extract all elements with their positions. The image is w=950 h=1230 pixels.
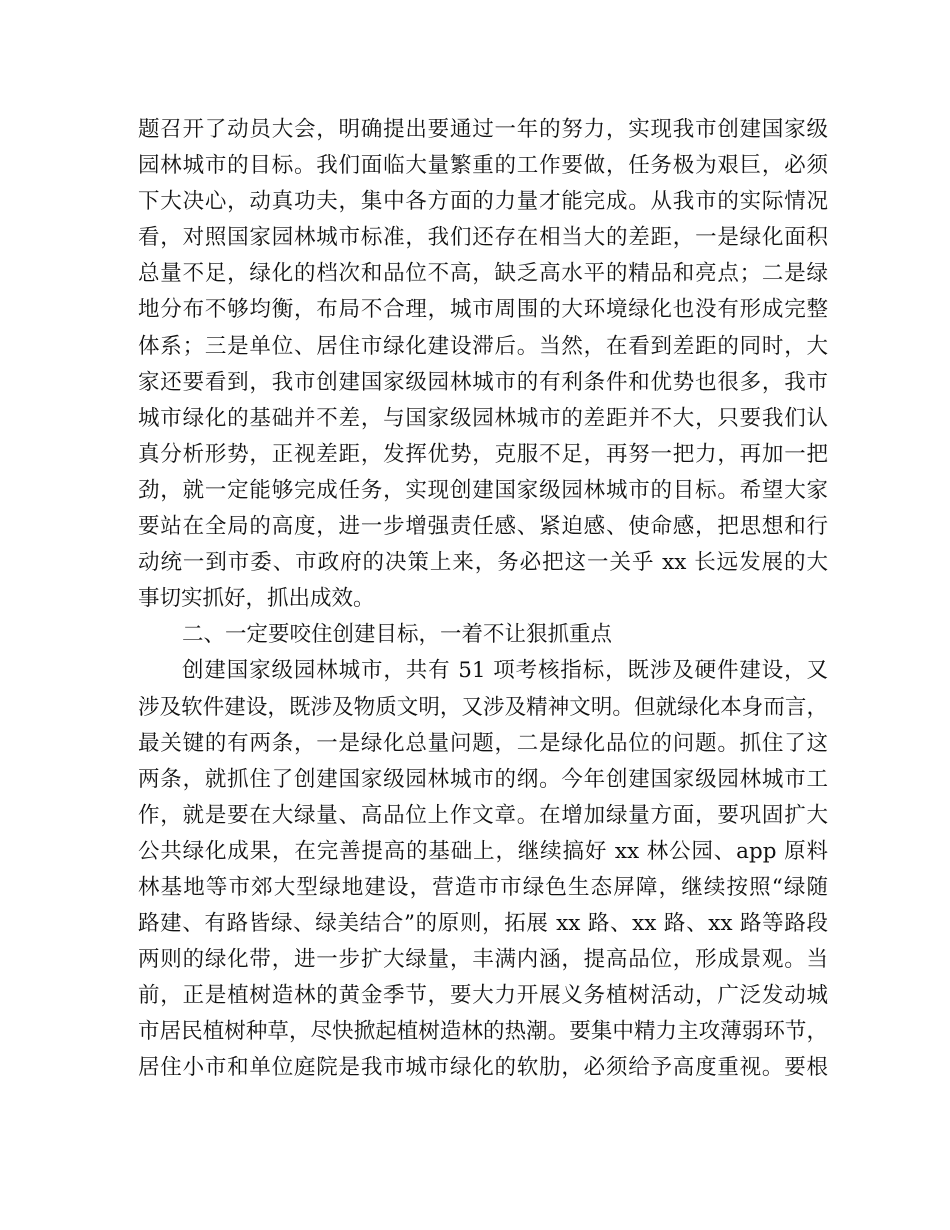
paragraph-line: 地分布不够均衡，布局不合理，城市周围的大环境绿化也没有形成完整 xyxy=(138,297,828,323)
paragraph-line: 看，对照国家园林城市标准，我们还存在相当大的差距，一是绿化面积 xyxy=(138,225,828,251)
paragraph-line: 前，正是植树造林的黄金季节，要大力开展义务植树活动，广泛发动城 xyxy=(138,983,828,1009)
paragraph-line: 题召开了动员大会，明确提出要通过一年的努力，实现我市创建国家级 xyxy=(138,117,828,142)
paragraph-line: 家还要看到，我市创建国家级园林城市的有利条件和优势也很多，我市 xyxy=(138,369,828,395)
paragraph-line: 真分析形势，正视差距，发挥优势，克服不足，再努一把力，再加一把 xyxy=(138,441,828,467)
paragraph-line: 最关键的有两条，一是绿化总量问题，二是绿化品位的问题。抓住了这 xyxy=(138,730,828,756)
paragraph-line: 林基地等市郊大型绿地建设，营造市市绿色生态屏障，继续按照“绿随 xyxy=(138,874,828,900)
paragraph-line: 市居民植树种草，尽快掀起植树造林的热潮。要集中精力主攻薄弱环节， xyxy=(138,1019,828,1045)
paragraph-line: 下大决心，动真功夫，集中各方面的力量才能完成。从我市的实际情况 xyxy=(138,189,828,215)
paragraph-line: 两则的绿化带，进一步扩大绿量，丰满内涵，提高品位，形成景观。当 xyxy=(138,947,828,973)
paragraph-line: 路建、有路皆绿、绿美结合”的原则，拓展 xx 路、xx 路、xx 路等路段 xyxy=(138,911,828,937)
document-body xyxy=(138,112,828,1087)
paragraph-line: 两条，就抓住了创建国家级园林城市的纲。今年创建国家级园林城市工 xyxy=(138,766,828,792)
paragraph-line: 总量不足，绿化的档次和品位不高，缺乏高水平的精品和亮点；二是绿 xyxy=(138,261,828,287)
paragraph-line: 城市绿化的基础并不差，与国家级园林城市的差距并不大，只要我们认 xyxy=(138,405,828,431)
section-heading: 二、一定要咬住创建目标，一着不让狠抓重点 xyxy=(182,622,613,648)
paragraph-line: 创建国家级园林城市，共有 51 项考核指标，既涉及硬件建设，又 xyxy=(182,658,828,684)
paragraph-line: 公共绿化成果，在完善提高的基础上，继续搞好 xx 林公园、app 原料 xyxy=(138,838,828,864)
paragraph-line: 劲，就一定能够完成任务，实现创建国家级园林城市的目标。希望大家 xyxy=(138,477,828,503)
paragraph-line: 居住小市和单位庭院是我市城市绿化的软肋，必须给予高度重视。要根 xyxy=(138,1055,828,1081)
paragraph-line: 园林城市的目标。我们面临大量繁重的工作要做，任务极为艰巨，必须 xyxy=(138,153,828,179)
paragraph-line: 事切实抓好，抓出成效。 xyxy=(138,586,375,612)
paragraph-line: 要站在全局的高度，进一步增强责任感、紧迫感、使命感，把思想和行 xyxy=(138,514,828,540)
paragraph-line: 涉及软件建设，既涉及物质文明，又涉及精神文明。但就绿化本身而言， xyxy=(138,694,828,720)
paragraph-line: 动统一到市委、市政府的决策上来，务必把这一关乎 xx 长远发展的大 xyxy=(138,550,828,576)
paragraph-line: 作，就是要在大绿量、高品位上作文章。在增加绿量方面，要巩固扩大 xyxy=(138,802,828,828)
paragraph-line: 体系；三是单位、居住市绿化建设滞后。当然，在看到差距的同时，大 xyxy=(138,333,828,359)
